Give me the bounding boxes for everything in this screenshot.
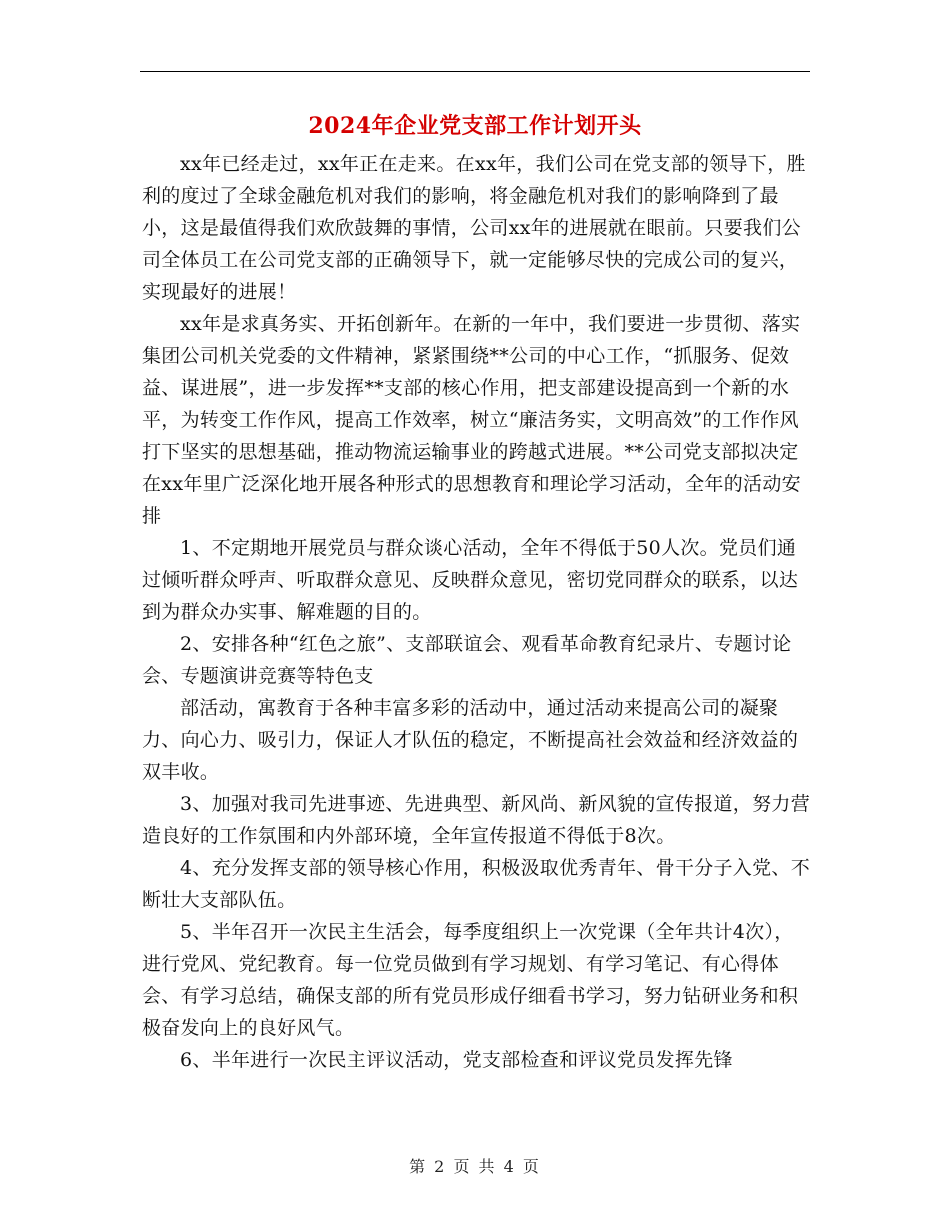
paragraph-intro: xx年已经走过，xx年正在走来。在xx年，我们公司在党支部的领导下，胜利的度过了全球金融危机对我们的影响，将金融危机对我们的影响降到了最小，这是最值得我们欢欣鼓舞的事情，公司xx年的进展就在眼前。只要我们公司全体员工在公司党支部的正确领导下，就一定能够尽快的完成公司的复兴，实现最好的进展！: [142, 153, 806, 303]
paragraph-item-2: 2、安排各种“红色之旅”、支部联谊会、观看革命教育纪录片、专题讨论会、专题演讲竞赛等特色支: [142, 633, 792, 687]
paragraph-item-4: 4、充分发挥支部的领导核心作用，积极汲取优秀青年、骨干分子入党、不断壮大支部队伍。: [142, 857, 810, 911]
paragraph-goals: xx年是求真务实、开拓创新年。在新的一年中，我们要进一步贯彻、落实集团公司机关党委的文件精神，紧紧围绕**公司的中心工作，“抓服务、促效益、谋进展”，进一步发挥**支部的核心作用，把支部建设提高到一个新的水平，为转变工作作风，提高工作效率，树立“廉洁务实，文明高效”的工作作风打下坚实的思想基础，推动物流运输事业的跨越式进展。**公司党支部拟决定在xx年里广泛深化地开展各种形式的思想教育和理论学习活动，全年的活动安排: [142, 313, 801, 527]
paragraph-item-1: 1、不定期地开展党员与群众谈心活动，全年不得低于50人次。党员们通过倾听群众呼声、听取群众意见、反映群众意见，密切党同群众的联系，以达到为群众办实事、解难题的目的。: [142, 537, 799, 623]
header-rule: [140, 71, 810, 72]
paragraph-item-2-continued: 部活动，寓教育于各种丰富多彩的活动中，通过活动来提高公司的凝聚力、向心力、吸引力，保证人才队伍的稳定，不断提高社会效益和经济效益的双丰收。: [142, 697, 799, 783]
page-number-footer: 第 2 页 共 4 页: [409, 1157, 541, 1176]
paragraph-item-3: 3、加强对我司先进事迹、先进典型、新风尚、新风貌的宣传报道，努力营造良好的工作氛围和内外部环境，全年宣传报道不得低于8次。: [142, 793, 810, 847]
document-title: 2024年企业党支部工作计划开头: [308, 113, 642, 139]
paragraph-item-5: 5、半年召开一次民主生活会，每季度组织上一次党课（全年共计4次），进行党风、党纪教育。每一位党员做到有学习规划、有学习笔记、有心得体会、有学习总结，确保支部的所有党员形成仔细看书学习，努力钻研业务和积极奋发向上的良好风气。: [142, 921, 799, 1039]
document-body: [142, 148, 810, 1076]
paragraph-item-6: 6、半年进行一次民主评议活动，党支部检查和评议党员发挥先锋: [180, 1049, 733, 1071]
